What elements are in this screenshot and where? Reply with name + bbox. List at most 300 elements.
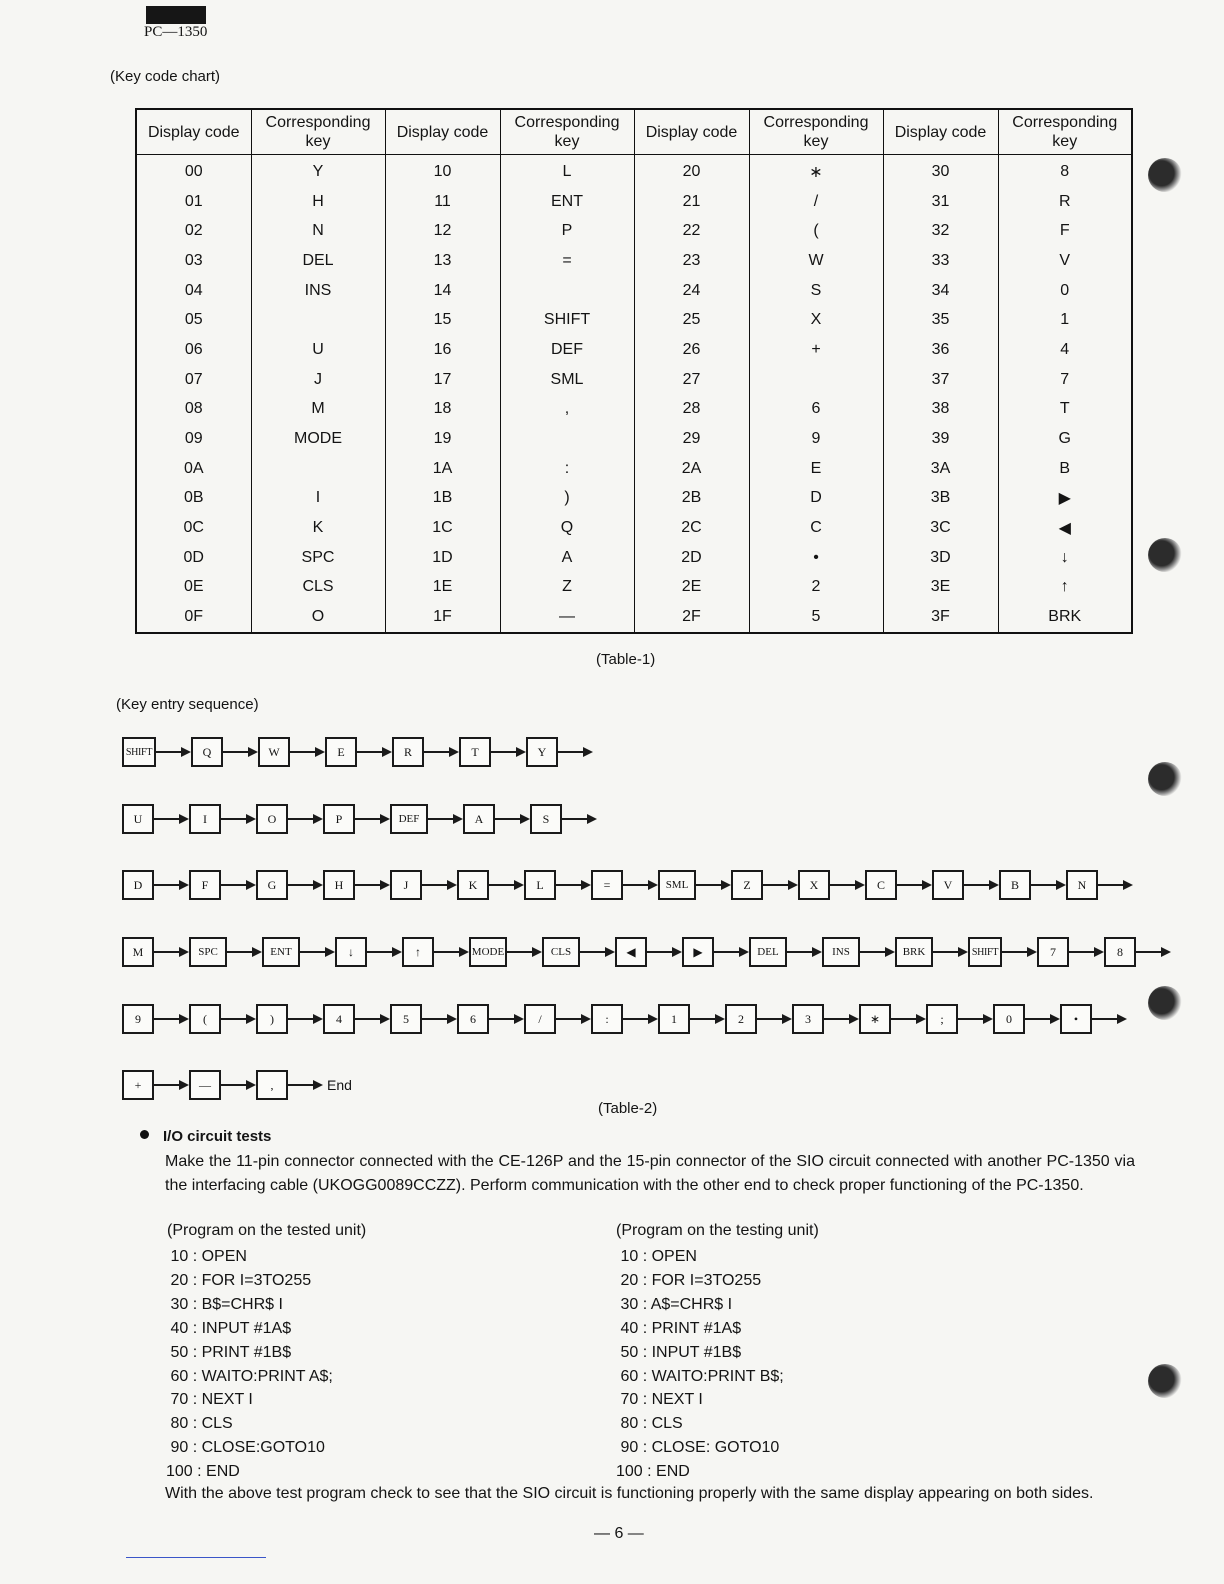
display-code-cell: 04 xyxy=(136,276,251,306)
corresponding-key-cell xyxy=(749,365,883,395)
arrow-right-icon xyxy=(507,947,542,957)
display-code-cell: 27 xyxy=(634,365,749,395)
display-code-cell: 26 xyxy=(634,335,749,365)
binder-hole-mark xyxy=(1148,762,1182,796)
corresponding-key-cell: 2 xyxy=(749,572,883,602)
arrow-right-icon xyxy=(824,1014,859,1024)
corresponding-key-cell: + xyxy=(749,335,883,365)
key-box: ) xyxy=(256,1004,288,1034)
key-box: S xyxy=(530,804,562,834)
display-code-cell: 1A xyxy=(385,454,500,484)
binder-hole-mark xyxy=(1148,158,1182,192)
arrow-right-icon xyxy=(288,1014,323,1024)
display-code-cell: 14 xyxy=(385,276,500,306)
corresponding-key-cell: J xyxy=(251,365,385,395)
corresponding-key-cell xyxy=(500,276,634,306)
key-box: ◀ xyxy=(615,937,647,967)
program-line: 30 : B$=CHR$ I xyxy=(166,1295,283,1313)
key-sequence-row xyxy=(122,937,1171,967)
display-code-cell: 34 xyxy=(883,276,998,306)
key-box: DEF xyxy=(390,804,428,834)
table-row xyxy=(136,483,1132,513)
key-box: L xyxy=(524,870,556,900)
arrow-right-icon xyxy=(830,880,865,890)
key-box: V xyxy=(932,870,964,900)
program-line: 40 : PRINT #1A$ xyxy=(616,1319,742,1337)
corresponding-key-cell: , xyxy=(500,394,634,424)
arrow-right-icon xyxy=(1098,880,1133,890)
corresponding-key-cell: S xyxy=(749,276,883,306)
program-line: 20 : FOR I=3TO255 xyxy=(616,1271,762,1289)
column-header-display-code: Display code xyxy=(634,109,749,155)
table-row xyxy=(136,365,1132,395)
corresponding-key-cell: Q xyxy=(500,513,634,543)
display-code-cell: 2B xyxy=(634,483,749,513)
display-code-cell: 3A xyxy=(883,454,998,484)
corresponding-key-cell: 1 xyxy=(998,305,1132,335)
corresponding-key-cell: L xyxy=(500,155,634,187)
io-test-intro: Make the 11-pin connector connected with the CE-126P and the 15-pin connector of the SIO circuit connected with another PC-1350 via the interfacing cable (UKOGG0089CCZZ). Perform communication with the other end to check proper functioning of the PC-1350. xyxy=(165,1153,1135,1194)
sequence-end-label: End xyxy=(327,1077,352,1093)
arrow-right-icon xyxy=(355,880,390,890)
display-code-cell: 0E xyxy=(136,572,251,602)
tested-unit-program-title: (Program on the tested unit) xyxy=(167,1222,367,1239)
arrow-right-icon xyxy=(489,880,524,890)
key-box: Y xyxy=(526,737,558,767)
display-code-cell: 0B xyxy=(136,483,251,513)
key-box: F xyxy=(189,870,221,900)
program-line: 80 : CLS xyxy=(166,1415,233,1433)
display-code-cell: 24 xyxy=(634,276,749,306)
corresponding-key-cell: W xyxy=(749,246,883,276)
corresponding-key-cell: 6 xyxy=(749,394,883,424)
program-line: 20 : FOR I=3TO255 xyxy=(166,1271,312,1289)
arrow-right-icon xyxy=(221,1080,256,1090)
display-code-cell: 3F xyxy=(883,602,998,633)
arrow-right-icon xyxy=(424,747,459,757)
key-box: 7 xyxy=(1037,937,1069,967)
display-code-cell: 13 xyxy=(385,246,500,276)
key-box: U xyxy=(122,804,154,834)
display-code-cell: 1F xyxy=(385,602,500,633)
arrow-right-icon xyxy=(221,1014,256,1024)
corresponding-key-cell: T xyxy=(998,394,1132,424)
key-box: C xyxy=(865,870,897,900)
arrow-right-icon xyxy=(647,947,682,957)
key-box: Q xyxy=(191,737,223,767)
key-box: N xyxy=(1066,870,1098,900)
key-box: M xyxy=(122,937,154,967)
key-box: SPC xyxy=(189,937,227,967)
display-code-cell: 1B xyxy=(385,483,500,513)
key-box: CLS xyxy=(542,937,580,967)
corresponding-key-cell: N xyxy=(251,216,385,246)
program-line: 70 : NEXT I xyxy=(616,1391,703,1409)
display-code-cell: 0A xyxy=(136,454,251,484)
corresponding-key-cell: ◀ xyxy=(998,513,1132,543)
arrow-right-icon xyxy=(491,747,526,757)
display-code-cell: 35 xyxy=(883,305,998,335)
corresponding-key-cell: — xyxy=(500,602,634,633)
testing-unit-program-listing xyxy=(616,1245,784,1484)
corresponding-key-cell xyxy=(500,424,634,454)
key-box: Z xyxy=(731,870,763,900)
corresponding-key-cell: ▶ xyxy=(998,483,1132,513)
display-code-cell: 03 xyxy=(136,246,251,276)
key-box: : xyxy=(591,1004,623,1034)
display-code-cell: 2A xyxy=(634,454,749,484)
column-header-display-code: Display code xyxy=(883,109,998,155)
key-box: SHIFT xyxy=(122,737,156,767)
corresponding-key-cell xyxy=(251,305,385,335)
key-sequence-row xyxy=(122,870,1133,900)
display-code-cell: 3E xyxy=(883,572,998,602)
arrow-right-icon xyxy=(1002,947,1037,957)
model-name: PC—1350 xyxy=(144,24,208,40)
key-box: T xyxy=(459,737,491,767)
corresponding-key-cell: / xyxy=(749,187,883,217)
arrow-right-icon xyxy=(690,1014,725,1024)
program-line: 10 : OPEN xyxy=(166,1248,247,1265)
key-box: ∗ xyxy=(859,1004,891,1034)
key-box: P xyxy=(323,804,355,834)
key-box: SHIFT xyxy=(968,937,1002,967)
key-box: J xyxy=(390,870,422,900)
corresponding-key-cell: D xyxy=(749,483,883,513)
arrow-right-icon xyxy=(288,1080,323,1090)
arrow-right-icon xyxy=(156,747,191,757)
corresponding-key-cell: 4 xyxy=(998,335,1132,365)
display-code-cell: 17 xyxy=(385,365,500,395)
key-box: 1 xyxy=(658,1004,690,1034)
key-box: ▶ xyxy=(682,937,714,967)
key-box: SML xyxy=(658,870,696,900)
arrow-right-icon xyxy=(897,880,932,890)
corresponding-key-cell: A xyxy=(500,543,634,573)
corresponding-key-cell: 5 xyxy=(749,602,883,633)
key-box: ( xyxy=(189,1004,221,1034)
corresponding-key-cell: = xyxy=(500,246,634,276)
arrow-right-icon xyxy=(891,1014,926,1024)
corresponding-key-cell: MODE xyxy=(251,424,385,454)
corresponding-key-cell: B xyxy=(998,454,1132,484)
display-code-cell: 11 xyxy=(385,187,500,217)
arrow-right-icon xyxy=(422,1014,457,1024)
corresponding-key-cell: H xyxy=(251,187,385,217)
corresponding-key-cell: SPC xyxy=(251,543,385,573)
key-sequence-row xyxy=(122,804,597,834)
corresponding-key-cell: C xyxy=(749,513,883,543)
display-code-cell: 0D xyxy=(136,543,251,573)
key-box: O xyxy=(256,804,288,834)
key-box: H xyxy=(323,870,355,900)
display-code-cell: 22 xyxy=(634,216,749,246)
key-box: K xyxy=(457,870,489,900)
corresponding-key-cell: F xyxy=(998,216,1132,246)
key-code-table xyxy=(135,108,1133,634)
program-line: 80 : CLS xyxy=(616,1415,683,1433)
arrow-right-icon xyxy=(1136,947,1171,957)
display-code-cell: 08 xyxy=(136,394,251,424)
display-code-cell: 3C xyxy=(883,513,998,543)
corresponding-key-cell: 8 xyxy=(998,155,1132,187)
arrow-right-icon xyxy=(763,880,798,890)
display-code-cell: 25 xyxy=(634,305,749,335)
corresponding-key-cell: O xyxy=(251,602,385,633)
table-header-row xyxy=(136,109,1132,155)
arrow-right-icon xyxy=(1031,880,1066,890)
arrow-right-icon xyxy=(288,814,323,824)
bullet-icon xyxy=(140,1130,149,1139)
key-box: 8 xyxy=(1104,937,1136,967)
arrow-right-icon xyxy=(300,947,335,957)
key-box: 4 xyxy=(323,1004,355,1034)
display-code-cell: 00 xyxy=(136,155,251,187)
display-code-cell: 23 xyxy=(634,246,749,276)
binder-hole-mark xyxy=(1148,538,1182,572)
display-code-cell: 36 xyxy=(883,335,998,365)
arrow-right-icon xyxy=(860,947,895,957)
arrow-right-icon xyxy=(221,880,256,890)
binder-hole-mark xyxy=(1148,1364,1182,1398)
key-box: R xyxy=(392,737,424,767)
arrow-right-icon xyxy=(355,814,390,824)
arrow-right-icon xyxy=(154,1014,189,1024)
key-code-chart-label: (Key code chart) xyxy=(110,68,221,85)
table-row xyxy=(136,424,1132,454)
program-line: 90 : CLOSE:GOTO10 xyxy=(166,1439,325,1457)
corresponding-key-cell: 0 xyxy=(998,276,1132,306)
key-box: W xyxy=(258,737,290,767)
arrow-right-icon xyxy=(958,1014,993,1024)
table-row xyxy=(136,276,1132,306)
display-code-cell: 16 xyxy=(385,335,500,365)
corresponding-key-cell: ↑ xyxy=(998,572,1132,602)
display-code-cell: 20 xyxy=(634,155,749,187)
corresponding-key-cell: DEF xyxy=(500,335,634,365)
key-box: / xyxy=(524,1004,556,1034)
arrow-right-icon xyxy=(558,747,593,757)
io-test-conclusion: With the above test program check to see that the SIO circuit is functioning properly with the same display appearing on both sides. xyxy=(165,1485,1094,1502)
corresponding-key-cell: INS xyxy=(251,276,385,306)
key-box: E xyxy=(325,737,357,767)
arrow-right-icon xyxy=(223,747,258,757)
display-code-cell: 18 xyxy=(385,394,500,424)
corresponding-key-cell: I xyxy=(251,483,385,513)
display-code-cell: 3B xyxy=(883,483,998,513)
key-box: ; xyxy=(926,1004,958,1034)
table-row xyxy=(136,216,1132,246)
testing-unit-program-title: (Program on the testing unit) xyxy=(616,1222,819,1239)
key-box: DEL xyxy=(749,937,787,967)
corresponding-key-cell: G xyxy=(998,424,1132,454)
arrow-right-icon xyxy=(556,880,591,890)
key-box: 3 xyxy=(792,1004,824,1034)
table-row xyxy=(136,155,1132,187)
arrow-right-icon xyxy=(623,1014,658,1024)
column-header-corresponding-key: Corresponding key xyxy=(251,109,385,155)
table-row xyxy=(136,246,1132,276)
display-code-cell: 2C xyxy=(634,513,749,543)
table-row xyxy=(136,305,1132,335)
io-test-heading-text: I/O circuit tests xyxy=(163,1128,272,1145)
display-code-cell: 3D xyxy=(883,543,998,573)
column-header-display-code: Display code xyxy=(385,109,500,155)
corresponding-key-cell: V xyxy=(998,246,1132,276)
corresponding-key-cell: • xyxy=(749,543,883,573)
io-test-heading xyxy=(140,1128,271,1145)
table-row xyxy=(136,543,1132,573)
arrow-right-icon xyxy=(495,814,530,824)
display-code-cell: 15 xyxy=(385,305,500,335)
footer-rule xyxy=(126,1557,266,1558)
arrow-right-icon xyxy=(1069,947,1104,957)
table-row xyxy=(136,394,1132,424)
display-code-cell: 02 xyxy=(136,216,251,246)
key-box: X xyxy=(798,870,830,900)
key-box: = xyxy=(591,870,623,900)
corresponding-key-cell: Z xyxy=(500,572,634,602)
display-code-cell: 12 xyxy=(385,216,500,246)
key-box: 0 xyxy=(993,1004,1025,1034)
binder-hole-mark xyxy=(1148,986,1182,1020)
program-line: 50 : PRINT #1B$ xyxy=(166,1343,292,1361)
arrow-right-icon xyxy=(154,947,189,957)
display-code-cell: 29 xyxy=(634,424,749,454)
arrow-right-icon xyxy=(757,1014,792,1024)
corresponding-key-cell: Y xyxy=(251,155,385,187)
display-code-cell: 30 xyxy=(883,155,998,187)
display-code-cell: 39 xyxy=(883,424,998,454)
key-box: 5 xyxy=(390,1004,422,1034)
key-box: 9 xyxy=(122,1004,154,1034)
display-code-cell: 1D xyxy=(385,543,500,573)
display-code-cell: 33 xyxy=(883,246,998,276)
corresponding-key-cell: E xyxy=(749,454,883,484)
key-box: I xyxy=(189,804,221,834)
key-box: MODE xyxy=(469,937,507,967)
program-line: 40 : INPUT #1A$ xyxy=(166,1319,292,1337)
corresponding-key-cell: K xyxy=(251,513,385,543)
corresponding-key-cell: SML xyxy=(500,365,634,395)
key-box: ↓ xyxy=(335,937,367,967)
corresponding-key-cell: U xyxy=(251,335,385,365)
corresponding-key-cell: ∗ xyxy=(749,155,883,187)
arrow-right-icon xyxy=(367,947,402,957)
display-code-cell: 2F xyxy=(634,602,749,633)
display-code-cell: 1E xyxy=(385,572,500,602)
key-box: ↑ xyxy=(402,937,434,967)
key-box: A xyxy=(463,804,495,834)
display-code-cell: 07 xyxy=(136,365,251,395)
arrow-right-icon xyxy=(154,1080,189,1090)
display-code-cell: 21 xyxy=(634,187,749,217)
arrow-right-icon xyxy=(1092,1014,1127,1024)
key-box: INS xyxy=(822,937,860,967)
tested-unit-program-listing xyxy=(166,1245,333,1484)
arrow-right-icon xyxy=(227,947,262,957)
corresponding-key-cell: M xyxy=(251,394,385,424)
header-tab-block xyxy=(146,6,206,24)
arrow-right-icon xyxy=(964,880,999,890)
display-code-cell: 09 xyxy=(136,424,251,454)
display-code-cell: 01 xyxy=(136,187,251,217)
corresponding-key-cell: CLS xyxy=(251,572,385,602)
arrow-right-icon xyxy=(562,814,597,824)
display-code-cell: 1C xyxy=(385,513,500,543)
corresponding-key-cell: ↓ xyxy=(998,543,1132,573)
display-code-cell: 19 xyxy=(385,424,500,454)
program-line: 60 : WAITO:PRINT B$; xyxy=(616,1367,784,1385)
table-row xyxy=(136,454,1132,484)
display-code-cell: 05 xyxy=(136,305,251,335)
arrow-right-icon xyxy=(288,880,323,890)
arrow-right-icon xyxy=(623,880,658,890)
arrow-right-icon xyxy=(580,947,615,957)
program-line: 30 : A$=CHR$ I xyxy=(616,1295,733,1313)
program-line: 100 : END xyxy=(166,1463,240,1481)
page-number: — 6 — xyxy=(594,1525,644,1542)
program-line: 90 : CLOSE: GOTO10 xyxy=(616,1439,780,1457)
corresponding-key-cell: ( xyxy=(749,216,883,246)
corresponding-key-cell: BRK xyxy=(998,602,1132,633)
corresponding-key-cell: P xyxy=(500,216,634,246)
program-line: 70 : NEXT I xyxy=(166,1391,253,1409)
key-box: 6 xyxy=(457,1004,489,1034)
arrow-right-icon xyxy=(422,880,457,890)
corresponding-key-cell: SHIFT xyxy=(500,305,634,335)
table-row xyxy=(136,572,1132,602)
key-box: G xyxy=(256,870,288,900)
arrow-right-icon xyxy=(357,747,392,757)
display-code-cell: 10 xyxy=(385,155,500,187)
arrow-right-icon xyxy=(696,880,731,890)
display-code-cell: 2D xyxy=(634,543,749,573)
arrow-right-icon xyxy=(556,1014,591,1024)
table-row xyxy=(136,602,1132,633)
arrow-right-icon xyxy=(221,814,256,824)
corresponding-key-cell: R xyxy=(998,187,1132,217)
arrow-right-icon xyxy=(355,1014,390,1024)
arrow-right-icon xyxy=(933,947,968,957)
program-line: 100 : END xyxy=(616,1463,690,1481)
key-box: — xyxy=(189,1070,221,1100)
key-box: D xyxy=(122,870,154,900)
corresponding-key-cell: DEL xyxy=(251,246,385,276)
table-body xyxy=(136,155,1132,634)
key-sequence-row xyxy=(122,737,593,767)
display-code-cell: 2E xyxy=(634,572,749,602)
key-box: B xyxy=(999,870,1031,900)
table-row xyxy=(136,335,1132,365)
table-row xyxy=(136,513,1132,543)
corresponding-key-cell: X xyxy=(749,305,883,335)
arrow-right-icon xyxy=(154,814,189,824)
column-header-display-code: Display code xyxy=(136,109,251,155)
arrow-right-icon xyxy=(787,947,822,957)
arrow-right-icon xyxy=(154,880,189,890)
arrow-right-icon xyxy=(428,814,463,824)
program-line: 60 : WAITO:PRINT A$; xyxy=(166,1367,333,1385)
display-code-cell: 37 xyxy=(883,365,998,395)
corresponding-key-cell: ENT xyxy=(500,187,634,217)
key-entry-sequence-label: (Key entry sequence) xyxy=(116,696,259,713)
corresponding-key-cell: ) xyxy=(500,483,634,513)
key-box: 2 xyxy=(725,1004,757,1034)
arrow-right-icon xyxy=(1025,1014,1060,1024)
column-header-corresponding-key: Corresponding key xyxy=(749,109,883,155)
table-row xyxy=(136,187,1132,217)
